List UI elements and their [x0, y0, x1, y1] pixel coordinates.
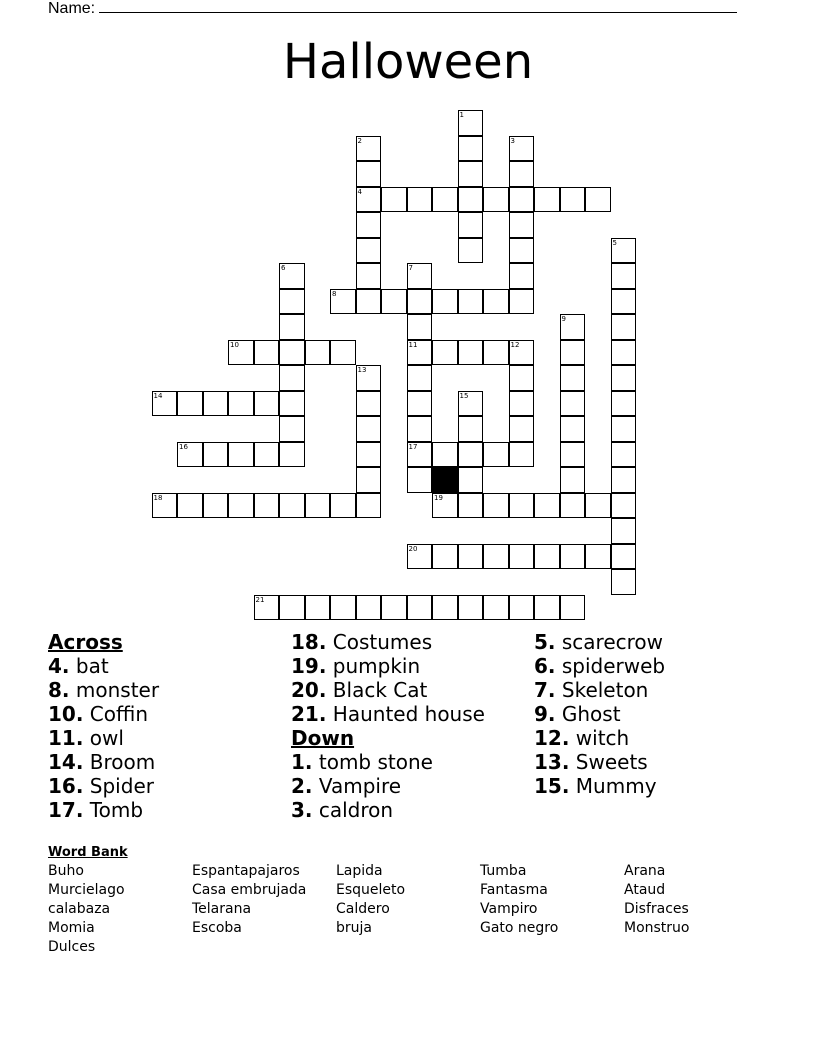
clue-number: 17 — [408, 442, 418, 451]
clue-number: 3 — [510, 136, 515, 145]
word-bank-word: Arana — [624, 863, 666, 879]
crossword-cell[interactable] — [483, 187, 509, 213]
crossword-cell[interactable] — [560, 340, 586, 366]
crossword-cell[interactable] — [356, 467, 382, 493]
crossword-cell[interactable] — [330, 595, 356, 621]
clue-number: 7. — [534, 678, 556, 702]
crossword-cell[interactable] — [407, 442, 433, 468]
clue-text: witch — [569, 726, 630, 750]
clue-text: spiderweb — [555, 654, 666, 678]
word-bank-word: Escoba — [192, 920, 242, 936]
clue-text: Coffin — [83, 702, 149, 726]
clue-number: 13 — [357, 366, 367, 374]
clue-number: 12 — [510, 340, 520, 349]
clues-column-2 — [291, 630, 485, 822]
crossword-cell[interactable] — [432, 544, 458, 570]
crossword-cell[interactable] — [458, 595, 484, 621]
clue-number: 2 — [357, 136, 362, 145]
crossword-cell[interactable] — [228, 442, 254, 468]
crossword-cell[interactable] — [152, 391, 178, 417]
crossword-cell[interactable] — [152, 493, 178, 519]
crossword-cell[interactable] — [432, 595, 458, 621]
clue-number: 20. — [291, 678, 327, 702]
word-bank-word: Fantasma — [480, 882, 548, 898]
crossword-cell[interactable] — [254, 442, 280, 468]
crossword-cell[interactable] — [458, 187, 484, 213]
crossword-cell[interactable] — [585, 544, 611, 570]
crossword-cell[interactable] — [279, 442, 305, 468]
clue-number: 21. — [291, 702, 327, 726]
clue-item — [534, 630, 665, 654]
clue-item — [48, 726, 159, 750]
clue-item — [48, 750, 159, 774]
clue-number: 15 — [459, 391, 469, 400]
crossword-cell[interactable] — [407, 416, 433, 442]
crossword-cell[interactable] — [177, 391, 203, 417]
crossword-cell[interactable] — [407, 289, 433, 315]
word-bank-word: Casa embrujada — [192, 882, 307, 898]
crossword-cell[interactable] — [458, 212, 484, 238]
crossword-cell[interactable] — [458, 391, 484, 417]
clue-number: 6 — [281, 264, 286, 272]
clue-number: 11 — [408, 340, 418, 349]
crossword-cell[interactable] — [203, 391, 229, 417]
clue-number: 3. — [291, 798, 313, 822]
word-bank-word: Telarana — [192, 901, 252, 917]
crossword-cell[interactable] — [509, 263, 535, 289]
crossword-cell[interactable] — [611, 544, 637, 570]
clue-text: caldron — [312, 798, 394, 822]
crossword-cell[interactable] — [432, 289, 458, 315]
clue-item — [48, 774, 159, 798]
clue-text: Spider — [83, 774, 154, 798]
crossword-cell[interactable] — [432, 187, 458, 213]
crossword-cell[interactable] — [509, 161, 535, 187]
crossword-cell[interactable] — [458, 289, 484, 315]
clue-number: 6. — [534, 654, 556, 678]
clue-item — [48, 702, 159, 726]
crossword-cell[interactable] — [509, 365, 535, 391]
crossword-cell[interactable] — [458, 136, 484, 162]
crossword-cell[interactable] — [611, 518, 637, 544]
crossword-cell[interactable] — [381, 187, 407, 213]
clue-text: Skeleton — [555, 678, 649, 702]
crossword-cell[interactable] — [305, 340, 331, 366]
crossword-cell[interactable] — [509, 238, 535, 264]
crossword-cell[interactable] — [254, 340, 280, 366]
clue-text: Vampire — [312, 774, 402, 798]
clues-down-column-3 — [534, 630, 665, 798]
crossword-cell[interactable] — [483, 442, 509, 468]
crossword-cell[interactable] — [560, 544, 586, 570]
crossword-cell[interactable] — [305, 493, 331, 519]
clue-item — [534, 678, 665, 702]
crossword-cell[interactable] — [560, 391, 586, 417]
crossword-cell[interactable] — [611, 493, 637, 519]
crossword-cell[interactable] — [356, 493, 382, 519]
crossword-cell[interactable] — [279, 416, 305, 442]
crossword-cell[interactable] — [330, 493, 356, 519]
page-title: Halloween — [282, 34, 534, 90]
crossword-cell[interactable] — [407, 544, 433, 570]
crossword-cell[interactable] — [203, 442, 229, 468]
crossword-cell[interactable] — [458, 493, 484, 519]
across-heading: Across — [48, 630, 123, 654]
clue-text: scarecrow — [555, 630, 664, 654]
crossword-cell[interactable] — [509, 416, 535, 442]
word-bank-word: Vampiro — [480, 901, 538, 917]
crossword-cell[interactable] — [254, 493, 280, 519]
clue-number: 17. — [48, 798, 84, 822]
clue-text: Costumes — [326, 630, 433, 654]
word-bank-word: Murcielago — [48, 882, 125, 898]
clue-item — [48, 798, 159, 822]
crossword-cell[interactable] — [305, 595, 331, 621]
crossword-cell[interactable] — [356, 416, 382, 442]
crossword-cell[interactable] — [611, 238, 637, 264]
clue-number: 4 — [357, 187, 362, 196]
crossword-cell[interactable] — [432, 442, 458, 468]
crossword-cell[interactable] — [356, 187, 382, 213]
crossword-cell[interactable] — [458, 416, 484, 442]
clue-text: Broom — [83, 750, 156, 774]
clue-text: Black Cat — [326, 678, 428, 702]
clue-number: 7 — [408, 264, 413, 272]
crossword-cell[interactable] — [407, 365, 433, 391]
crossword-cell[interactable] — [611, 569, 637, 595]
crossword-cell[interactable] — [611, 289, 637, 315]
crossword-cell[interactable] — [585, 187, 611, 213]
clue-text: tomb stone — [312, 750, 433, 774]
crossword-cell[interactable] — [279, 263, 305, 289]
clue-number: 9. — [534, 702, 556, 726]
crossword-cell[interactable] — [509, 544, 535, 570]
crossword-cell[interactable] — [509, 187, 535, 213]
clue-text: monster — [69, 678, 160, 702]
clue-number: 14 — [153, 391, 163, 400]
crossword-cell[interactable] — [611, 263, 637, 289]
crossword-cell[interactable] — [560, 442, 586, 468]
clue-number: 10 — [230, 340, 239, 349]
crossword-cell[interactable] — [560, 493, 586, 519]
clue-number: 16 — [179, 442, 188, 451]
word-bank-word: Tumba — [480, 863, 527, 879]
crossword-cell[interactable] — [279, 595, 305, 621]
clue-item — [48, 678, 159, 702]
clue-number: 20 — [408, 544, 418, 553]
crossword-cell[interactable] — [279, 314, 305, 340]
clue-item — [534, 774, 665, 798]
crossword-cell[interactable] — [534, 544, 560, 570]
crossword-cell[interactable] — [254, 595, 280, 621]
crossword-cell[interactable] — [458, 110, 484, 136]
word-bank-word: Ataud — [624, 882, 666, 898]
word-bank-word: Caldero — [336, 901, 390, 917]
crossword-cell[interactable] — [407, 595, 433, 621]
word-bank-title: Word Bank — [48, 845, 128, 860]
crossword-cell[interactable] — [483, 595, 509, 621]
clue-number: 16. — [48, 774, 84, 798]
clue-item — [291, 750, 485, 774]
crossword-cell[interactable] — [611, 314, 637, 340]
word-bank-word: Gato negro — [480, 920, 559, 936]
crossword-cell[interactable] — [611, 416, 637, 442]
word-bank-word: calabaza — [48, 901, 111, 917]
crossword-cell[interactable] — [560, 365, 586, 391]
crossword-cell[interactable] — [483, 289, 509, 315]
word-bank-word: Dulces — [48, 939, 96, 955]
crossword-cell[interactable] — [177, 493, 203, 519]
clue-item — [534, 702, 665, 726]
crossword-cell[interactable] — [356, 161, 382, 187]
crossword-cell[interactable] — [458, 442, 484, 468]
crossword-cell[interactable] — [356, 263, 382, 289]
clue-item — [291, 798, 485, 822]
crossword-cell[interactable] — [432, 340, 458, 366]
crossword-cell[interactable] — [254, 391, 280, 417]
crossword-cell[interactable] — [381, 289, 407, 315]
crossword-cell[interactable] — [534, 595, 560, 621]
crossword-cell[interactable] — [279, 289, 305, 315]
clue-text: Mummy — [569, 774, 657, 798]
clue-item — [291, 678, 485, 702]
crossword-cell[interactable] — [611, 365, 637, 391]
crossword-cell[interactable] — [509, 136, 535, 162]
clue-number: 10. — [48, 702, 84, 726]
clue-item — [291, 702, 485, 726]
crossword-cell[interactable] — [458, 467, 484, 493]
crossword-cell[interactable] — [560, 416, 586, 442]
clue-number: 14. — [48, 750, 84, 774]
crossword-cell[interactable] — [356, 391, 382, 417]
crossword-cell[interactable] — [407, 391, 433, 417]
crossword-cell[interactable] — [356, 136, 382, 162]
crossword-cell[interactable] — [611, 442, 637, 468]
clue-number: 15. — [534, 774, 570, 798]
crossword-cell[interactable] — [509, 442, 535, 468]
word-bank-word: bruja — [336, 920, 372, 936]
crossword-cell[interactable] — [228, 493, 254, 519]
crossword-cell[interactable] — [330, 289, 356, 315]
crossword-cell[interactable] — [458, 161, 484, 187]
crossword-cell[interactable] — [611, 467, 637, 493]
crossword-cell[interactable] — [432, 493, 458, 519]
crossword-cell[interactable] — [483, 493, 509, 519]
crossword-cell[interactable] — [483, 340, 509, 366]
crossword-black-cell — [432, 467, 458, 493]
clue-number: 5. — [534, 630, 556, 654]
clue-item — [291, 654, 485, 678]
down-heading: Down — [291, 726, 355, 750]
crossword-cell[interactable] — [534, 493, 560, 519]
crossword-cell[interactable] — [509, 391, 535, 417]
crossword-cell[interactable] — [228, 391, 254, 417]
clue-number: 2. — [291, 774, 313, 798]
clues-across-column-1 — [48, 630, 159, 822]
crossword-cell[interactable] — [407, 340, 433, 366]
clue-number: 8. — [48, 678, 70, 702]
crossword-cell[interactable] — [279, 365, 305, 391]
crossword-cell[interactable] — [560, 314, 586, 340]
clue-number: 18. — [291, 630, 327, 654]
crossword-cell[interactable] — [279, 340, 305, 366]
word-bank-word: Momia — [48, 920, 95, 936]
crossword-cell[interactable] — [203, 493, 229, 519]
crossword-cell[interactable] — [611, 340, 637, 366]
crossword-cell[interactable] — [228, 340, 254, 366]
crossword-cell[interactable] — [407, 314, 433, 340]
crossword-cell[interactable] — [356, 212, 382, 238]
word-bank-word: Buho — [48, 863, 84, 879]
crossword-cell[interactable] — [279, 391, 305, 417]
crossword-cell[interactable] — [381, 595, 407, 621]
crossword-cell[interactable] — [407, 263, 433, 289]
crossword-cell[interactable] — [407, 187, 433, 213]
crossword-cell[interactable] — [509, 493, 535, 519]
crossword-cell[interactable] — [483, 544, 509, 570]
name-label: Name: — [48, 0, 96, 17]
clue-number: 21 — [255, 595, 265, 604]
crossword-cell[interactable] — [330, 340, 356, 366]
clue-item — [48, 654, 159, 678]
clue-text: Haunted house — [326, 702, 485, 726]
crossword-cell[interactable] — [534, 187, 560, 213]
crossword-cell[interactable] — [509, 289, 535, 315]
clue-text: Tomb — [83, 798, 144, 822]
clue-number: 19. — [291, 654, 327, 678]
word-bank-word: Espantapajaros — [192, 863, 300, 879]
clue-text: Ghost — [555, 702, 621, 726]
crossword-cell[interactable] — [177, 442, 203, 468]
clue-item — [534, 654, 665, 678]
crossword-cell[interactable] — [585, 493, 611, 519]
clue-text: pumpkin — [326, 654, 421, 678]
crossword-cell[interactable] — [356, 442, 382, 468]
crossword-cell[interactable] — [356, 289, 382, 315]
clue-number: 11. — [48, 726, 84, 750]
word-bank-word: Monstruo — [624, 920, 690, 936]
clue-text: owl — [83, 726, 124, 750]
clue-number: 9 — [561, 315, 566, 323]
clue-number: 5 — [612, 238, 617, 247]
clue-text: Sweets — [569, 750, 648, 774]
crossword-cell[interactable] — [458, 238, 484, 264]
crossword-cell[interactable] — [407, 467, 433, 493]
crossword-cell[interactable] — [509, 595, 535, 621]
clue-number: 18 — [153, 493, 163, 502]
clue-item — [291, 774, 485, 798]
clue-number: 4. — [48, 654, 70, 678]
crossword-cell[interactable] — [509, 340, 535, 366]
clue-number: 13. — [534, 750, 570, 774]
crossword-cell[interactable] — [356, 595, 382, 621]
crossword-cell[interactable] — [560, 595, 586, 621]
word-bank-word: Esqueleto — [336, 882, 406, 898]
word-bank-word: Disfraces — [624, 901, 689, 917]
crossword-cell[interactable] — [356, 365, 382, 391]
clue-number: 8 — [332, 289, 337, 298]
crossword-cell[interactable] — [560, 187, 586, 213]
clue-number: 1 — [459, 111, 464, 119]
clue-item — [534, 750, 665, 774]
crossword-cell[interactable] — [279, 493, 305, 519]
clue-number: 19 — [434, 493, 443, 502]
crossword-cell[interactable] — [509, 212, 535, 238]
clue-item — [291, 630, 485, 654]
clue-text: bat — [69, 654, 109, 678]
clue-number: 1. — [291, 750, 313, 774]
crossword-cell[interactable] — [356, 238, 382, 264]
crossword-cell[interactable] — [560, 467, 586, 493]
crossword-cell[interactable] — [611, 391, 637, 417]
crossword-cell[interactable] — [458, 340, 484, 366]
word-bank-word: Lapida — [336, 863, 383, 879]
clue-number: 12. — [534, 726, 570, 750]
clue-item — [534, 726, 665, 750]
crossword-cell[interactable] — [458, 544, 484, 570]
